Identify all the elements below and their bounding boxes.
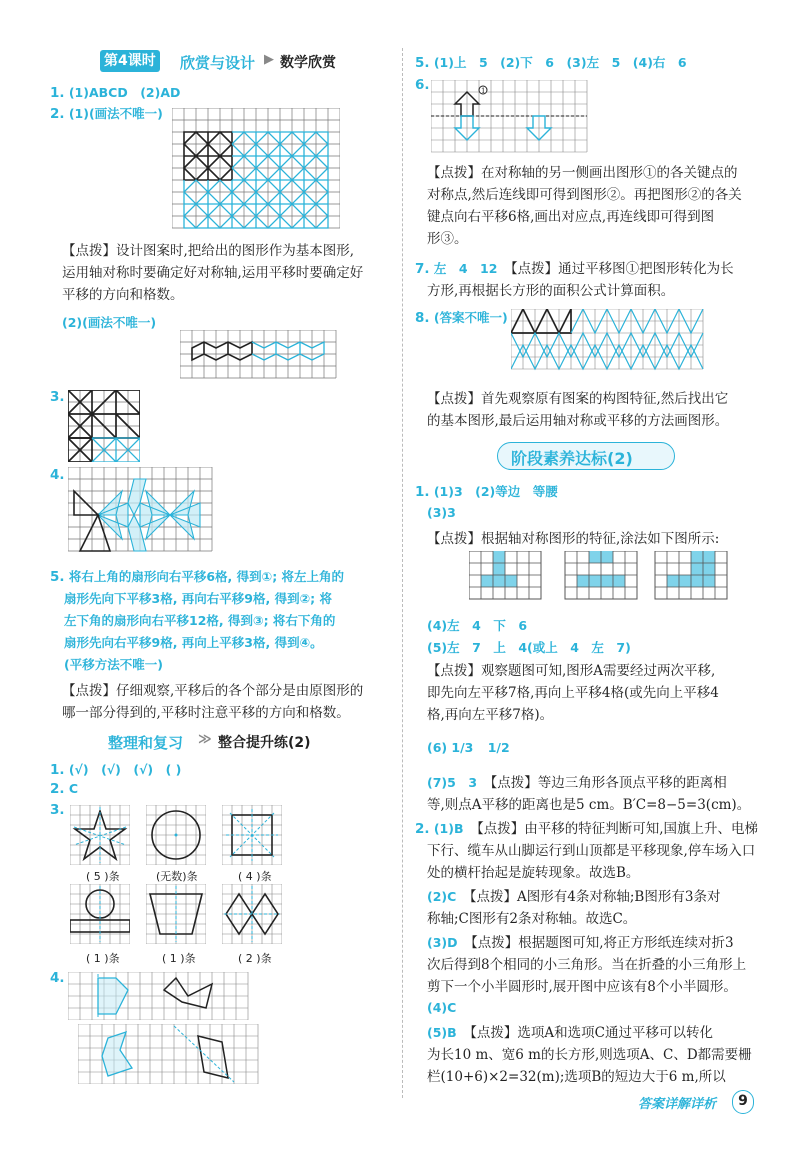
s2-answer-4: (4)C <box>427 1000 457 1015</box>
review-subtitle: 整合提升练(2) <box>218 735 311 751</box>
rq5-row <box>415 53 687 71</box>
s1-row7 <box>427 772 767 816</box>
q2-tip-line: 平移的方向和格数。 <box>62 287 184 303</box>
s1-row5 <box>427 638 631 656</box>
s1-tip7-line: 【点拨】等边三角形各顶点平移的距离相 <box>490 775 727 791</box>
r3-caption: ( 5 )条 <box>86 870 120 883</box>
r4-number: 4. <box>50 970 65 986</box>
column-divider <box>402 48 403 1098</box>
rq8-tip-line: 【点拨】首先观察原有图案的构图特征,然后找出它 <box>427 391 729 407</box>
r4-grid-figure-top <box>68 972 260 1020</box>
s1-tip5 <box>427 660 767 726</box>
q2b-answer: (2)(画法不唯一) <box>62 315 157 330</box>
s2-tip2-line: 称轴;C图形有2条对称轴。故选C。 <box>427 911 637 927</box>
r4-row <box>50 970 65 986</box>
rq8-answer: (答案不唯一) <box>433 310 508 325</box>
rq6-row <box>415 77 430 93</box>
q5-tip-line: 哪一部分得到的,平移时注意平移的方向和格数。 <box>62 705 350 721</box>
s2-row4 <box>427 1000 456 1016</box>
rq7-tip-line: 方形,再根据长方形的面积公式计算面积。 <box>427 283 675 299</box>
q5-line: 左下角的扇形向右平移12格, 得到③; 将右下角的 <box>64 613 336 628</box>
r1-number: 1. <box>50 762 65 778</box>
rq6-tip <box>427 162 767 250</box>
s1-tip7-line: 等,则点A平移的距离也是5 cm。B′C=8−5=3(cm)。 <box>427 797 751 813</box>
q2-tip-line: 运用轴对称时要确定好对称轴,运用平移时要确定好 <box>62 265 364 281</box>
q5-line: 将右上角的扇形向右平移6格, 得到①; 将左上角的 <box>68 569 345 584</box>
s1-tip5-line: 【点拨】观察题图可知,图形A需要经过两次平移, <box>427 663 716 679</box>
rq8-grid-figure <box>511 309 707 381</box>
q2b-row <box>62 313 156 331</box>
double-diamond-figure <box>222 884 282 944</box>
q5-number: 5. <box>50 569 65 585</box>
q5-line: 扇形先向下平移3格, 再向右平移9格, 得到②; 将 <box>64 591 333 606</box>
q5-tip-line: 【点拨】仔细观察,平移后的各个部分是由原图形的 <box>62 683 364 699</box>
r1-answer: (√) (√) (√) ( ) <box>68 762 182 777</box>
page-number: 9 <box>732 1090 754 1114</box>
page-footer <box>638 1090 758 1116</box>
s2-number: 2. <box>415 821 430 837</box>
rq6-grid-figure <box>431 80 599 154</box>
s1-tip3: 【点拨】根据轴对称图形的特征,涂法如下图所示: <box>427 531 720 547</box>
s1-fraction: 1/3 <box>451 740 474 755</box>
rq6-tip-line: 键点向右平移6格,画出对应点,再连线即可得到图 <box>427 209 715 225</box>
r3-number: 3. <box>50 802 65 818</box>
s2-row1 <box>415 818 765 884</box>
s1-answer-4: (4)左 4 下 6 <box>427 618 528 633</box>
rq6-tip-line: 【点拨】在对称轴的另一侧画出图形①的各关键点的 <box>427 165 738 181</box>
r3-caption: (无数)条 <box>156 870 198 883</box>
rq5-answer: (1)上 5 (2)下 6 (3)左 5 (4)右 6 <box>433 55 687 70</box>
rq7-answer: 左 4 12 <box>433 261 498 276</box>
q3-number: 3. <box>50 389 65 405</box>
rq8-tip-line: 的基本图形,最后运用轴对称或平移的方法画图形。 <box>427 413 729 429</box>
s1-row6 <box>427 740 510 756</box>
s2-answer-5: (5)B <box>427 1025 457 1040</box>
s2-tip5-line: 【点拨】选项A和选项C通过平移可以转化 <box>470 1025 713 1041</box>
s2-answer-1: (1)B <box>433 821 464 836</box>
lesson-subtitle: 数学欣赏 <box>280 55 336 71</box>
rq8-number: 8. <box>415 310 430 326</box>
r3-caption: ( 1 )条 <box>86 952 120 965</box>
rq7-number: 7. <box>415 261 430 277</box>
review-title: 整理和复习 <box>108 734 184 752</box>
q1-row <box>50 83 180 101</box>
r1-row <box>50 760 181 778</box>
q1-answer: (1)ABCD (2)AD <box>68 85 181 100</box>
s2-tip3-line: 【点拨】根据题图可知,将正方形纸连续对折3 <box>471 935 734 951</box>
s2-tip2-line: 【点拨】A图形有4条对称轴;B图形有3条对 <box>469 889 721 905</box>
lesson-badge: 第4课时 <box>100 50 160 72</box>
q2-number: 2. <box>50 106 65 122</box>
circle-figure <box>146 805 206 865</box>
svg-text:1: 1 <box>481 87 486 95</box>
q4-number: 4. <box>50 467 65 483</box>
s2-row3 <box>427 932 767 998</box>
s2-tip1-line: 处的横杆抬起是旋转现象。故选B。 <box>427 865 640 881</box>
circle-rect-figure <box>70 884 130 944</box>
q2-grid-figure <box>172 108 340 234</box>
q2-row <box>50 104 163 122</box>
rq8-row <box>415 308 508 326</box>
s1-answer-1: (1)3 (2)等边 等腰 <box>433 484 558 499</box>
s2-tip3-line: 次后得到8个相同的小三角形。当在折叠的小三角形上 <box>427 957 747 973</box>
s1-tip5-line: 即先向左平移7格,再向上平移4格(或先向上平移4 <box>427 685 719 701</box>
square-figure <box>222 805 282 865</box>
s1-number: 1. <box>415 484 430 500</box>
s1-row3 <box>427 505 456 521</box>
q4-row <box>50 467 65 483</box>
r3-caption: ( 1 )条 <box>162 952 196 965</box>
q3-row <box>50 389 65 405</box>
s1-tip5-line: 格,再向左平移7格)。 <box>427 707 554 723</box>
q5-answer <box>50 566 395 676</box>
s1-row <box>415 482 558 500</box>
r2-answer: C <box>68 781 79 796</box>
s1-row4 <box>427 616 527 634</box>
rq8-tip <box>427 388 767 432</box>
arrow-icon: ▶ <box>264 52 274 67</box>
q3-grid-figure <box>68 390 140 462</box>
rq7-tip-line: 【点拨】通过平移图①把图形转化为长 <box>510 261 734 277</box>
rq7-row <box>415 258 765 302</box>
rq6-tip-line: 形③。 <box>427 231 468 247</box>
r3-caption: ( 2 )条 <box>238 952 272 965</box>
r4-grid-figure-bottom <box>78 1024 278 1084</box>
s2-row5 <box>427 1022 767 1088</box>
r2-number: 2. <box>50 781 65 797</box>
s1-paint-grids <box>469 551 729 605</box>
s2-tip1-line: 下行、缆车从山脚运行到山顶都是平移现象,停车场入口 <box>427 843 756 859</box>
s2-answer-2: (2)C <box>427 889 457 904</box>
r3-row <box>50 802 65 818</box>
s1-fraction: 1/2 <box>487 740 510 755</box>
s2-tip3-line: 剪下一个小半圆形时,展开图中应该有8个小半圆形。 <box>427 979 737 995</box>
q2b-grid-figure <box>180 330 340 380</box>
r3-caption: ( 4 )条 <box>238 870 272 883</box>
arrow-icon: ≫ <box>198 732 212 747</box>
rq5-number: 5. <box>415 55 430 71</box>
q2-tip-line: 【点拨】设计图案时,把给出的图形作为基本图形, <box>62 243 355 259</box>
q1-number: 1. <box>50 85 65 101</box>
s2-tip5-line: 栏(10+6)×2=32(m);选项B的短边大于6 m,所以 <box>427 1069 726 1085</box>
trapezoid-figure <box>146 884 206 944</box>
s2-answer-3: (3)D <box>427 935 458 950</box>
s1-answer-5: (5)左 7 上 4(或上 4 左 7) <box>427 640 631 655</box>
star-figure <box>70 805 130 865</box>
q2-answer: (1)(画法不唯一) <box>68 106 163 121</box>
q5-line: 扇形先向右平移9格, 再向上平移3格, 得到④。 <box>64 635 323 650</box>
rq6-tip-line: 对称点,然后连线即可得到图形②。再把图形②的各关 <box>427 187 742 203</box>
stage-title: 阶段素养达标(2) <box>511 449 633 468</box>
footer-label: 答案详解详析 <box>638 1097 717 1112</box>
lesson-title: 欣赏与设计 <box>180 54 256 72</box>
r2-row <box>50 781 78 797</box>
s2-tip1-line: 【点拨】由平移的特征判断可知,国旗上升、电梯 <box>476 821 759 837</box>
s2-row2 <box>427 886 767 930</box>
s1-answer-7: (7)5 3 <box>427 775 478 790</box>
s1-answer-3: (3)3 <box>427 505 456 520</box>
s2-tip5-line: 为长10 m、宽6 m的长方形,则选项A、C、D都需要栅 <box>427 1047 752 1063</box>
s1-answer-6: (6) <box>427 740 448 755</box>
rq6-number: 6. <box>415 77 430 93</box>
q2-tip <box>62 240 397 306</box>
q5-line: (平移方法不唯一) <box>64 657 163 672</box>
q4-grid-figure <box>68 467 218 563</box>
q5-tip <box>62 680 397 724</box>
